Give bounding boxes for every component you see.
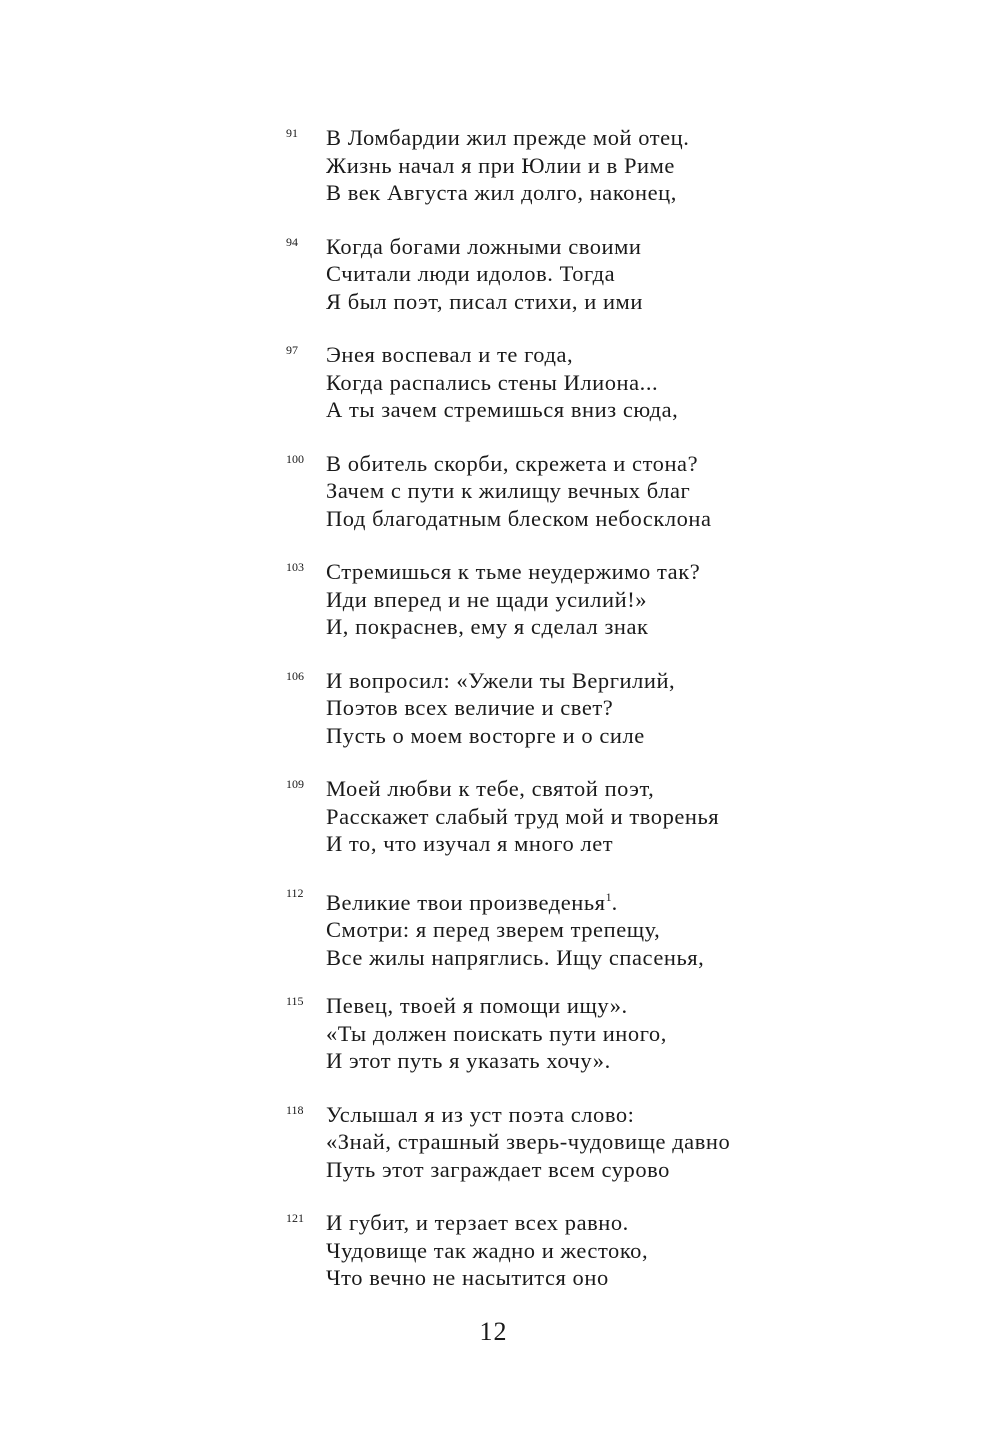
verse-line: Моей любви к тебе, святой поэт, xyxy=(326,776,655,801)
stanza xyxy=(286,233,926,342)
verse-line: И этот путь я указать хочу». xyxy=(326,1048,611,1073)
verse-line: Стремишься к тьме неудержимо так? xyxy=(326,559,701,584)
verse-line: Считали люди идолов. Тогда xyxy=(326,261,616,286)
verse-line: В обитель скорби, скрежета и стона? xyxy=(326,450,699,476)
verse-line: Все жилы напряглись. Ищу спасенья, xyxy=(326,944,705,970)
line-number: 94 xyxy=(286,234,298,249)
verse-line: В Ломбардии жил прежде мой отец. xyxy=(326,125,690,150)
line-number: 91 xyxy=(286,126,298,140)
line-number: 109 xyxy=(286,777,304,791)
verse-line: И, покраснев, ему я сделал знак xyxy=(326,614,649,639)
verse-line: И губит, и терзает всех равно. xyxy=(326,1210,629,1235)
line-number: 97 xyxy=(286,343,298,357)
verse-line: Поэтов всех величие и свет? xyxy=(326,695,614,720)
verse-line: Певец, твоей я помощи ищу». xyxy=(326,993,628,1018)
verse-text: Великие твои произведенья xyxy=(326,889,606,915)
stanza xyxy=(286,667,926,776)
line-number: 103 xyxy=(286,560,304,574)
verse-line: Зачем с пути к жилищу вечных благ xyxy=(326,478,691,503)
verse-line: «Знай, страшный зверь-чудовище давно xyxy=(326,1129,731,1154)
verse-line: Путь этот заграждает всем сурово xyxy=(326,1156,670,1182)
verse-line: Расскажет слабый труд мой и творенья xyxy=(326,803,720,829)
verse-line-with-footnote xyxy=(326,884,704,917)
line-number: 100 xyxy=(286,451,304,466)
verse-line: Энея воспевал и те года, xyxy=(326,342,574,367)
stanza xyxy=(286,341,926,450)
verse-line: Что вечно не насытится оно xyxy=(326,1265,609,1290)
verse-line: А ты зачем стремишься вниз сюда, xyxy=(326,397,679,422)
line-number: 118 xyxy=(286,1102,304,1117)
page-number: 12 xyxy=(479,1317,508,1346)
verse-line: Когда богами ложными своими xyxy=(326,233,642,259)
line-number: 112 xyxy=(286,885,304,900)
stanza xyxy=(286,450,926,559)
verse-line: Чудовище так жадно и жестоко, xyxy=(326,1237,649,1263)
footnote-marker[interactable]: 1 xyxy=(605,889,612,904)
verse-line: Смотри: я перед зверем трепещу, xyxy=(326,917,661,942)
stanza xyxy=(286,558,926,667)
line-number: 115 xyxy=(286,994,304,1008)
stanza xyxy=(286,1209,926,1318)
verse-line: Иди вперед и не щади усилий!» xyxy=(326,586,648,612)
verse-punctuation: . xyxy=(611,889,618,915)
verse-line: И вопросил: «Ужели ты Вергилий, xyxy=(326,667,676,693)
verse-line: В век Августа жил долго, наконец, xyxy=(326,180,677,205)
line-number: 106 xyxy=(286,668,304,683)
stanza xyxy=(286,1101,926,1210)
stanza xyxy=(286,124,926,233)
verse-line: Жизнь начал я при Юлии и в Риме xyxy=(326,152,675,178)
verse-line: И то, что изучал я много лет xyxy=(326,831,614,856)
verse-line: Когда распались стены Илиона... xyxy=(326,369,659,395)
stanza xyxy=(286,992,926,1101)
poem-text xyxy=(286,124,926,1318)
line-number: 121 xyxy=(286,1211,304,1225)
stanza xyxy=(286,884,926,993)
stanza xyxy=(286,775,926,884)
verse-line: Под благодатным блеском небосклона xyxy=(326,505,712,531)
verse-line: Я был поэт, писал стихи, и ими xyxy=(326,288,643,314)
verse-line: «Ты должен поискать пути иного, xyxy=(326,1020,667,1046)
verse-line: Услышал я из уст поэта слово: xyxy=(326,1101,635,1127)
verse-line: Пусть о моем восторге и о силе xyxy=(326,722,645,748)
